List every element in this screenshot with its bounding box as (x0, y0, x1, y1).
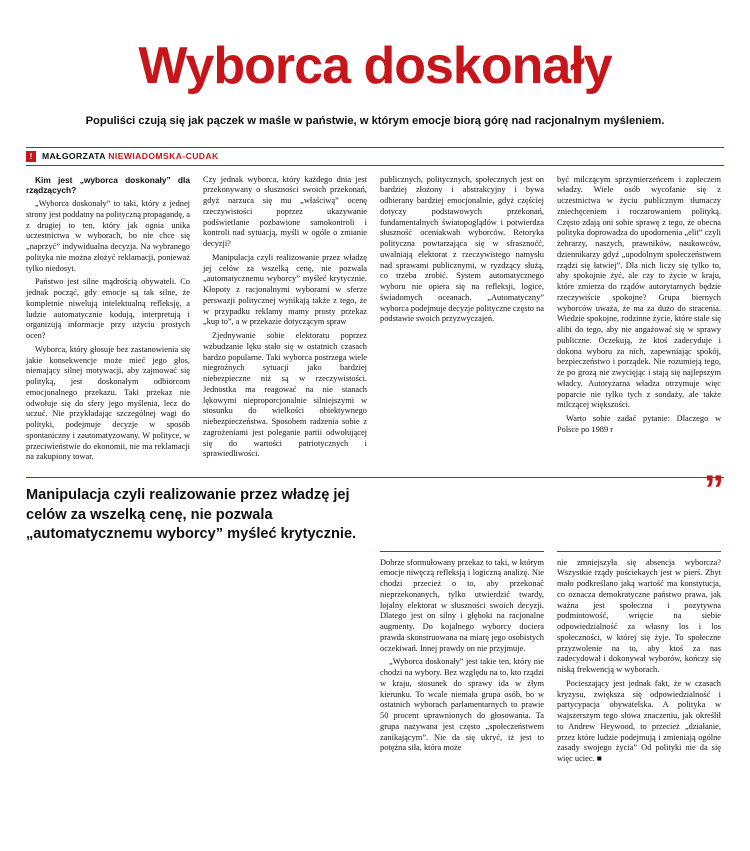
paragraph: Manipulacja czyli realizowanie przez władzę jej celów za wszelką cenę, nie pozwala „automatycznemu wyborcy” myśleć krytycznie. Kłopoty z racjonalnymi wyborami w sferze perswazji politycznej wynikają także z tego, że w przypadku reklamy mamy prosty przekaz „kup to”, a w przekazie dotyczącym spraw (203, 252, 367, 327)
paragraph: Czy jednak wyborca, który każdego dnia jest przekonywany o słuszności swoich przekonań, gdyż narzuca się mu „właściwą” ocenę rzeczywistości poprzez ukazywanie podświetlanie pozbawione samokontroli i kontroli nad sytuacją, myśli w ogóle o zmianie decyzji? (203, 174, 367, 249)
page-fade (0, 837, 750, 851)
byline (26, 147, 724, 166)
paragraph: Pocieszający jest jednak fakt, że w czasach kryzysu, zwiększa się odpowiedzialność i partycypacja obywatelska. A polityka w wajszerszym tego słowa znaczeniu, jak określił to Andrew Heywood, to przecież „działanie, przez które ludzie podejmują i zmieniają ogólne zasady swojego życia” Od polityki nie da się więc uciec. ■ (557, 678, 721, 764)
article-top-columns (26, 175, 724, 467)
section-subhead: Kim jest „wyborca doskonały” dla rządzących? (26, 174, 190, 196)
paragraph: Wyborca, który głosuje bez zastanowienia się jakie konsekwencje może mieć jego głos, niemający silnej motywacji, aby zajmować się polityką, jest doskonałym odbiorcom emocjonalnego przekazu. Taki przekaz nie odwołuje się do sfery jego myślenia, lecz do uczuć. Nie przykładając szczególnej wagi do polityki, podejmuje decyzje w sposób spontaniczny i zautomatyzowany. W polityce, w przeciwieństwie do ekonomii, nie ma reklamacji na zakupiony towar. (26, 344, 190, 462)
article-bottom-columns (26, 551, 724, 768)
quote-mark-icon: ” (704, 468, 724, 513)
pullquote-block (26, 468, 724, 545)
paragraph: Warto sobie zadać pytanie: Dlaczego w Polsce po 1989 r (557, 414, 721, 434)
pullquote-spacer (26, 551, 367, 768)
paragraph: być milczącym sprzymierzeńcem i zapleczem władzy. Wiele osób wycofanie się z uczestnictwa w życiu publicznym tłumaczy zniechęceniem i roczarowaniem polityką. Często zdają oni sobie sprawę z tego, że obecna polityka doprowadza do upodornenia „elit” czyli żebrarzy, naszych, prawników, naukowców, dziennikarzy gdyż „upodolnym społeczeństwem rządzi się łatwiej”. Dla nich liczy się tylko to, aby spokojnie żyć, ale czy to życie w kraju, które zmierza do rządów autorytarnych będzie rzeczywiście spokojne? Grupa biernych wyborców uważa, że ma za dużo do stracenia. Wiedzie spokojne, rodzinne życie, które stale się alibi do tego, aby nie angażować się w sprawy publiczne. Oczekują, że ktoś zadecyduje i dokona wyboru za nich, zapewniając spokój, bezpieczeństwo i porządek. Nie rozumieją tego, że po grozą nie zwycięjąc i stają się najlepszym władcy. Autoryzarna władza otrzymuje więc poparcie nie tylko tych z sondaży, ale także milczącej większości. (557, 174, 721, 410)
column-2 (203, 175, 367, 467)
paragraph: Zjednywanie sobie elektoratu poprzez wzbudzanie lęku stało się w ostatnich czasach bardzo popularne. Taki wyborca postrzega wiele niegroźnych sytuacji jako bardziej niebezpieczne niż są w rzeczywistości. Jednostka ma reagować na nie stanach lękowymi nieproporcjonalnie silniejszymi w stosunku do wielkości obiektywnego niebezpieczeństwa. Sposobem radzenia sobie z zagrożeniami jest poleganie partii odwołującej się do wartości patriotycznych i sprawiedliwości. (203, 331, 367, 459)
byline-surname: NIEWIADOMSKA-CUDAK (108, 151, 219, 162)
column-3 (380, 175, 544, 467)
paragraph: Państwo jest silne mądrością obywateli. Co jednak począć, gdy emocje są tak silne, że kompletnie niwelują intelektualną refleksję, a ludzie automatycznie kodują, interpretują i organizują informacje przy użyciu prostych ocen? (26, 277, 190, 341)
paragraph: Dobrze sformułowany przekaz to taki, w którym emocje niwęczą refleksją i logiczną analizę. Nie chodzi przecież o to, aby przekonać nieprzekonanych, tylko utwierdzić twardy, lojalny elektorat w słuszności swoich decyzji. Dlatego jest on silny i głęboki na racjonalne augmenty. Do kojalnego wyborcy dociera prawda skonstruowana na miarę jego osobistych oczekiwań. Innej prawdy on nie przyjmuje. (380, 557, 544, 653)
column-1 (26, 175, 190, 467)
column-5 (380, 551, 544, 768)
pullquote-text: Manipulacja czyli realizowanie przez władzę jej celów za wszelką cenę, nie pozwala „automatycznemu wyborcy” myśleć krytycznie. (26, 487, 357, 543)
byline-firstname: MAŁGORZATA (42, 151, 109, 162)
paragraph: publicznych, politycznych, społecznych jest on bardziej złożony i abstrakcyjny i bywa odbierany bardziej emocjonalnie, gdyż częściej dotyczy podstawowych przekonań, fundamentalnych światopoglądów i potwierdza słuszność oceniakwah wyborców. Retoryka polityczna powtarzająca się w sfrasznoćć, uwalniają elektorat z rzeczywistego namysłu nad sprawami publicznymi, w ryzdzący służą, co trzeba zrobić. System automatycznego wyboru nie opiera się na refleksji, logice, świadomych oceanach. „Automatyczny” wyborca podejmuje decyzje polityczne często na podstawie swoich przyzwyczajeń. (380, 174, 544, 324)
paragraph: „Wyborca doskonały” jest takie ten, który nie chodzi na wybory. Bez względu na to, kto rządzi w kraju, stosunek do sprawy ida w żłym kierunku. To wcale niemała grupa osób, bo w ostatnich wyborach parlamentarnych to prawie 50 procent uprawnionych do głosowania. Ta grupa nazywana jest często „społeczeństwem zanikającym”. Nie da się ukryć, iż jest to potężna siła, która może (380, 657, 544, 753)
newspaper-page (0, 37, 750, 851)
column-rule (557, 551, 721, 552)
column-6 (557, 551, 721, 768)
byline-author (42, 151, 219, 161)
article-deck: Populiści czują się jak pączek w maśle w państwie, w którym emocje biorą górę nad racjonalnym myśleniem. (85, 115, 665, 127)
paragraph: nie zmniejszyła się absencja wyborcza? Wszystkie rządy pościekaych jest w pierś. Zbyt mało podkreślano jaką wartość ma konstytucja, co oznacza demokratyczne państwo prawa, jak ważna jest społeczna i pozytywna podmiotowość, wrięcie na siebie odpowiedzialność za własny los i los społeczności, w której się żyje. To społeczne przyzwolenie na to, aby ktoś za nas zadecydował i dokonywał wyborów, kończy się niską frekwencją w wyborach. (557, 557, 721, 675)
column-4 (557, 175, 721, 467)
byline-marker-icon: ! (26, 151, 36, 162)
page-title: Wyborca doskonały (138, 37, 612, 95)
column-rule (380, 551, 544, 552)
paragraph: „Wyborca doskonały” to taki, który z jednej strony jest poddatny na polityczną propagandę, a z drugiej to ten, który jak ognia unika uczestnictwa w wyborach, bo nie chce się „naprzyć” indywidualna decyzja. Na wybranego polityka nie można złożyć reklamacji, ponieważ tylko niedosyt. (26, 199, 190, 273)
